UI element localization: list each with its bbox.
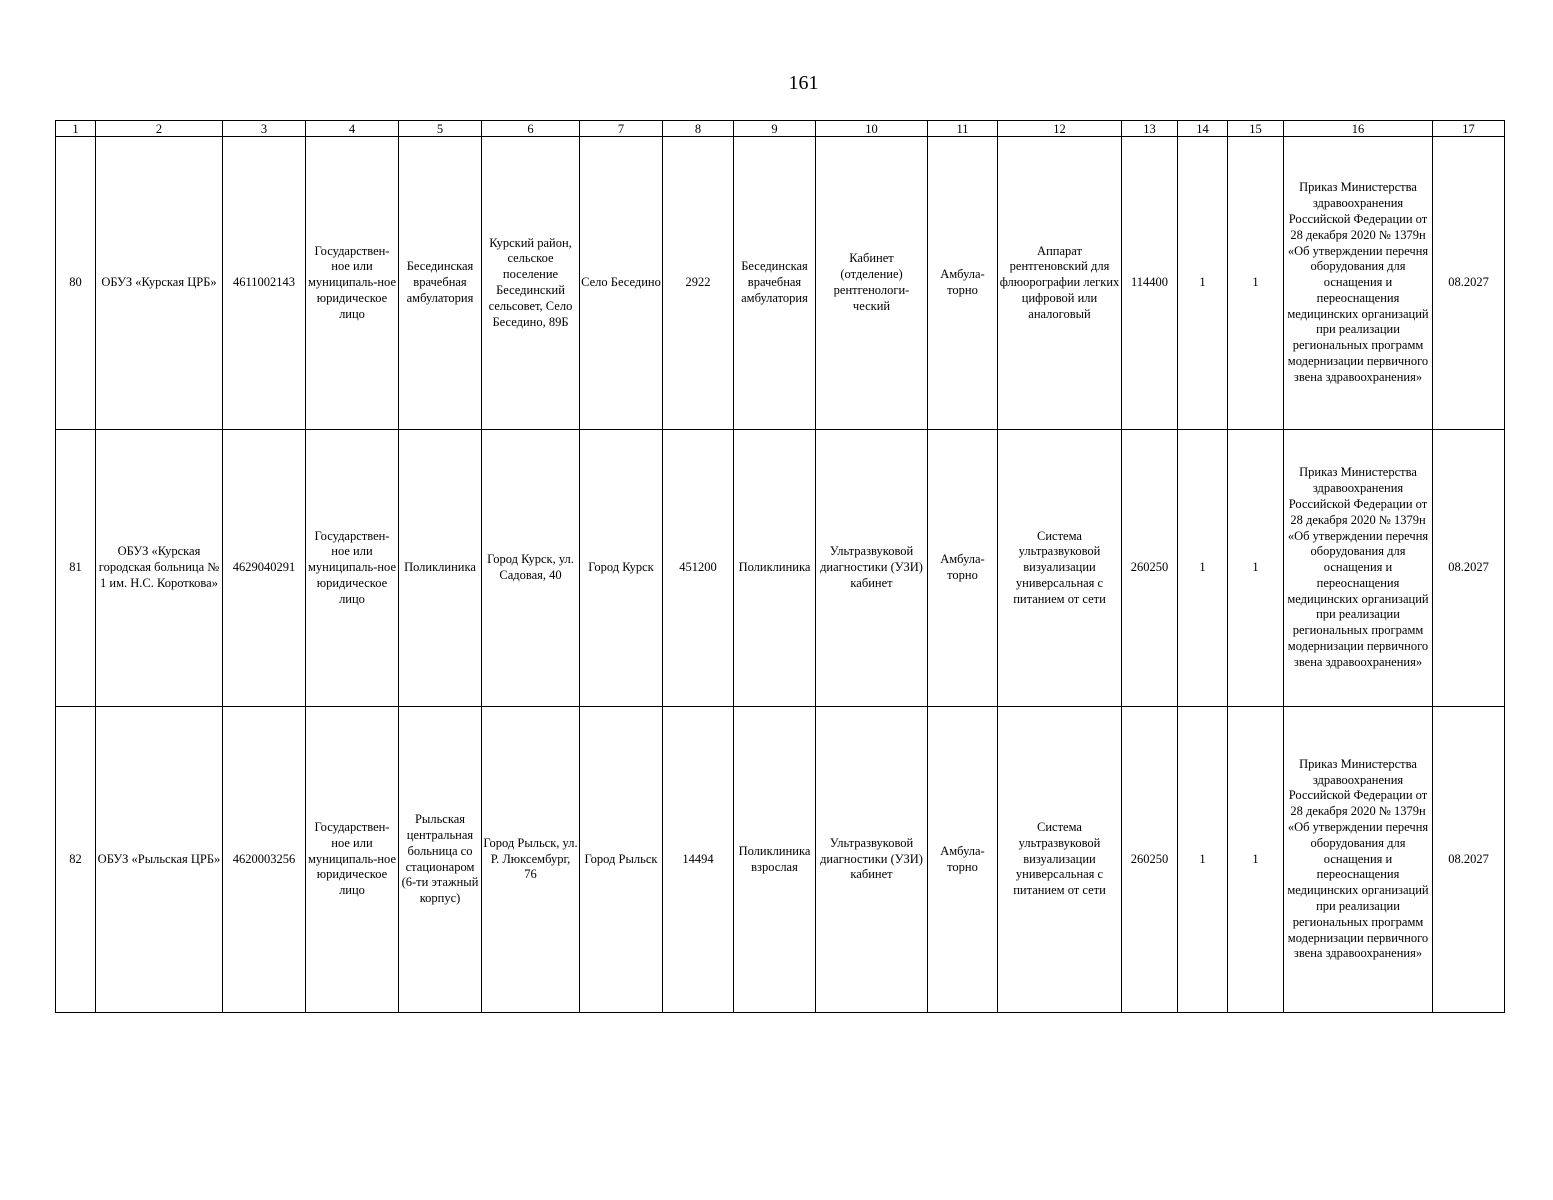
population: 14494 (663, 707, 734, 1013)
quantity-planned: 1 (1228, 707, 1284, 1013)
equipment-name: Система ультразвуковой визуализации универсальная с питанием от сети (998, 430, 1122, 707)
deadline: 08.2027 (1433, 707, 1505, 1013)
deadline: 08.2027 (1433, 137, 1505, 430)
column-number: 5 (399, 121, 482, 137)
equipment-code: 260250 (1122, 430, 1178, 707)
column-number: 8 (663, 121, 734, 137)
column-number: 13 (1122, 121, 1178, 137)
quantity: 1 (1178, 430, 1228, 707)
legal-basis: Приказ Министерства здравоохранения Российской Федерации от 28 декабря 2020 № 1379н «Об утверждении перечня оборудования для оснащения и переоснащения медицинских организаций при реализации региональных программ модернизации первичного звена здравоохранения» (1284, 707, 1433, 1013)
equipment-name: Система ультразвуковой визуализации универсальная с питанием от сети (998, 707, 1122, 1013)
column-number: 11 (928, 121, 998, 137)
legal-form: Государствен-ное или муниципаль-ное юридическое лицо (306, 707, 399, 1013)
inn: 4620003256 (223, 707, 306, 1013)
department: Ультразвуковой диагностики (УЗИ) кабинет (816, 707, 928, 1013)
department: Кабинет (отделение) рентгенологи-ческий (816, 137, 928, 430)
inn: 4611002143 (223, 137, 306, 430)
column-number: 10 (816, 121, 928, 137)
row-number: 80 (56, 137, 96, 430)
column-number-row (56, 121, 1505, 137)
legal-basis: Приказ Министерства здравоохранения Российской Федерации от 28 декабря 2020 № 1379н «Об утверждении перечня оборудования для оснащения и переоснащения медицинских организаций при реализации региональных программ модернизации первичного звена здравоохранения» (1284, 430, 1433, 707)
column-number: 4 (306, 121, 399, 137)
column-number: 7 (580, 121, 663, 137)
facility-address: Город Рыльск, ул. Р. Люксембург, 76 (482, 707, 580, 1013)
unit-name: Поликлиника (734, 430, 816, 707)
facility-address: Город Курск, ул. Садовая, 40 (482, 430, 580, 707)
table-row (56, 137, 1505, 430)
row-number: 82 (56, 707, 96, 1013)
equipment-code: 260250 (1122, 707, 1178, 1013)
settlement: Город Курск (580, 430, 663, 707)
legal-basis: Приказ Министерства здравоохранения Российской Федерации от 28 декабря 2020 № 1379н «Об утверждении перечня оборудования для оснащения и переоснащения медицинских организаций при реализации региональных программ модернизации первичного звена здравоохранения» (1284, 137, 1433, 430)
page-number: 161 (788, 72, 819, 94)
equipment-table (55, 120, 1505, 1013)
care-conditions: Амбула-торно (928, 430, 998, 707)
equipment-code: 114400 (1122, 137, 1178, 430)
column-number: 16 (1284, 121, 1433, 137)
column-number: 9 (734, 121, 816, 137)
quantity: 1 (1178, 707, 1228, 1013)
table-row (56, 430, 1505, 707)
equipment-name: Аппарат рентгеновский для флюорографии легких цифровой или аналоговый (998, 137, 1122, 430)
organization-name: ОБУЗ «Рыльская ЦРБ» (96, 707, 223, 1013)
quantity: 1 (1178, 137, 1228, 430)
quantity-planned: 1 (1228, 137, 1284, 430)
row-number: 81 (56, 430, 96, 707)
department: Ультразвуковой диагностики (УЗИ) кабинет (816, 430, 928, 707)
unit-name: Бесединская врачебная амбулатория (734, 137, 816, 430)
column-number: 15 (1228, 121, 1284, 137)
legal-form: Государствен-ное или муниципаль-ное юридическое лицо (306, 137, 399, 430)
legal-form: Государствен-ное или муниципаль-ное юридическое лицо (306, 430, 399, 707)
column-number: 14 (1178, 121, 1228, 137)
population: 451200 (663, 430, 734, 707)
column-number: 12 (998, 121, 1122, 137)
settlement: Село Беседино (580, 137, 663, 430)
column-number: 1 (56, 121, 96, 137)
column-number: 17 (1433, 121, 1505, 137)
care-conditions: Амбула-торно (928, 137, 998, 430)
quantity-planned: 1 (1228, 430, 1284, 707)
organization-name: ОБУЗ «Курская ЦРБ» (96, 137, 223, 430)
column-number: 2 (96, 121, 223, 137)
organization-name: ОБУЗ «Курская городская больница № 1 им. Н.С. Короткова» (96, 430, 223, 707)
facility-name: Поликлиника (399, 430, 482, 707)
settlement: Город Рыльск (580, 707, 663, 1013)
column-number: 3 (223, 121, 306, 137)
table-row (56, 707, 1505, 1013)
care-conditions: Амбула-торно (928, 707, 998, 1013)
facility-address: Курский район, сельское поселение Бесединский сельсовет, Село Беседино, 89Б (482, 137, 580, 430)
deadline: 08.2027 (1433, 430, 1505, 707)
unit-name: Поликлиника взрослая (734, 707, 816, 1013)
inn: 4629040291 (223, 430, 306, 707)
facility-name: Рыльская центральная больница со стационаром (6-ти этажный корпус) (399, 707, 482, 1013)
column-number: 6 (482, 121, 580, 137)
facility-name: Бесединская врачебная амбулатория (399, 137, 482, 430)
population: 2922 (663, 137, 734, 430)
